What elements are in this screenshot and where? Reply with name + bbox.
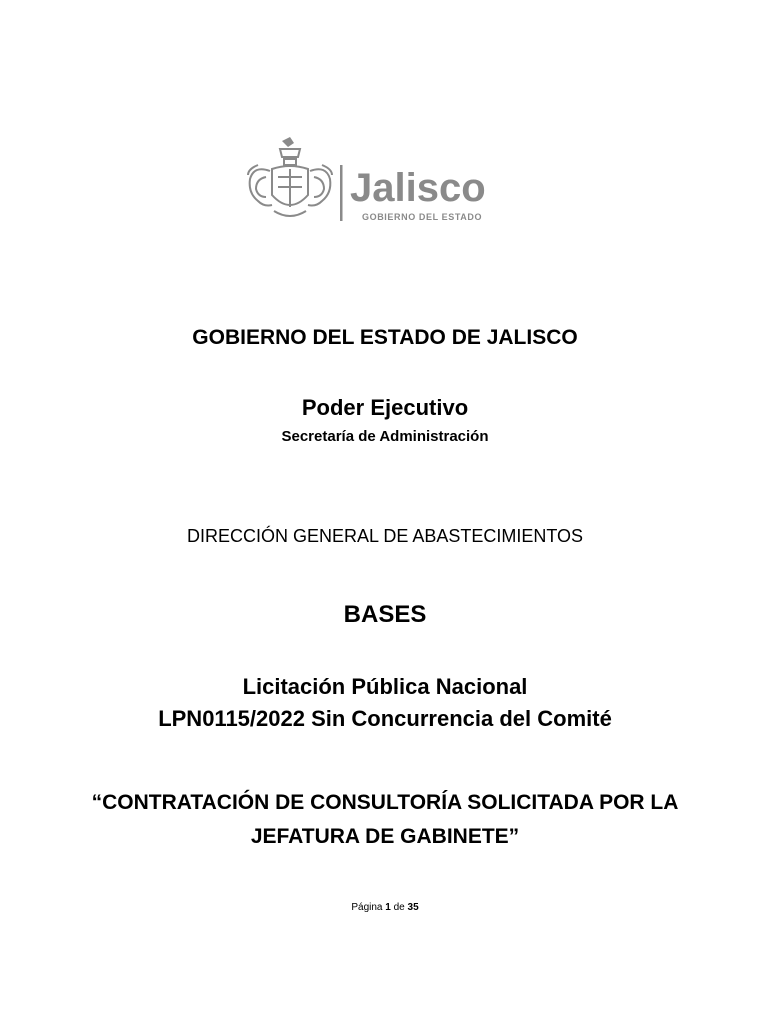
page-label: Página [351, 902, 383, 913]
subject-line-2: JEFATURA DE GABINETE” [250, 825, 520, 848]
logo-tagline: GOBIERNO DEL ESTADO [362, 212, 483, 222]
branch-heading: Poder Ejecutivo [301, 395, 469, 420]
subject-line-1: “CONTRATACIÓN DE CONSULTORÍA SOLICITADA POR LA [91, 791, 679, 814]
page-total: 35 [407, 902, 419, 913]
logo-wordmark: Jalisco [350, 166, 486, 210]
page-of-label: de [393, 902, 405, 913]
page-current: 1 [385, 902, 391, 913]
direccion-heading: DIRECCIÓN GENERAL DE ABASTECIMIENTOS [186, 526, 584, 546]
page-number-footer [0, 902, 770, 913]
jalisco-logo [244, 135, 516, 227]
jalisco-coat-of-arms-icon [244, 135, 516, 227]
licitacion-number: LPN0115/2022 Sin Concurrencia del Comité [158, 706, 612, 731]
doc-type-heading: BASES [343, 601, 427, 628]
secretaria-heading: Secretaría de Administración [281, 428, 489, 445]
licitacion-type: Licitación Pública Nacional [242, 674, 528, 699]
document-title: GOBIERNO DEL ESTADO DE JALISCO [192, 326, 578, 349]
